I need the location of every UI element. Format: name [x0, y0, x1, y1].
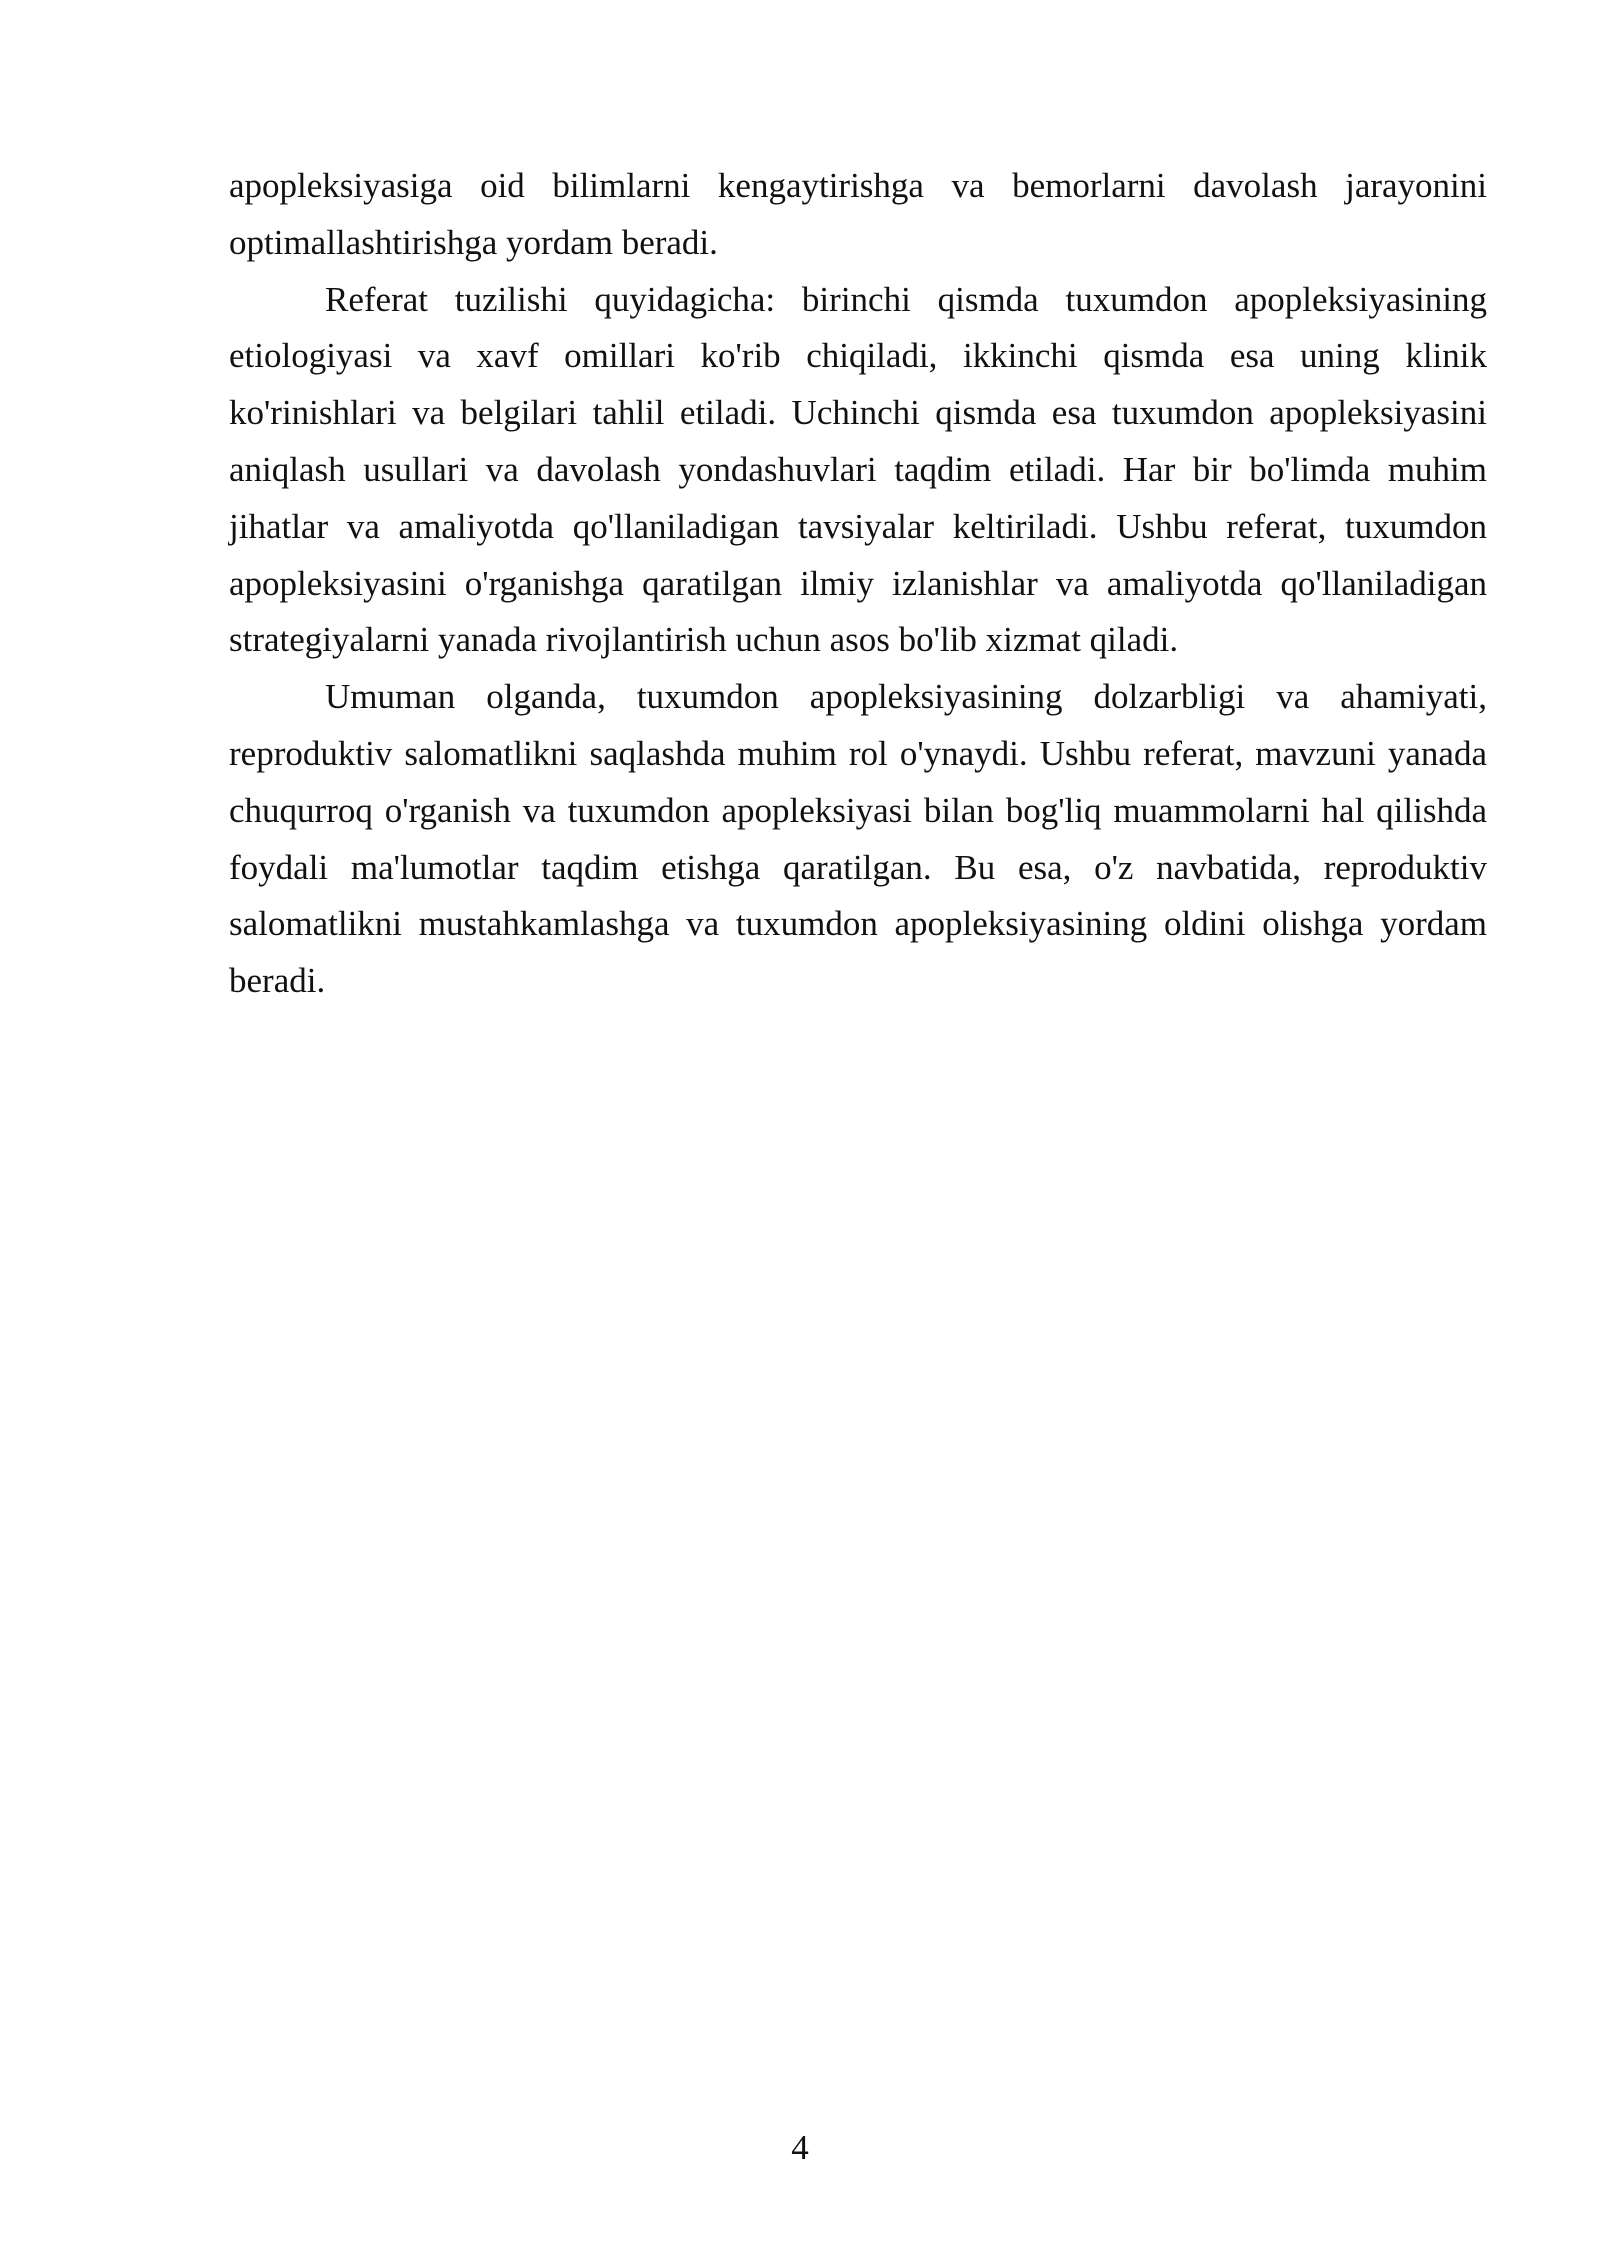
paragraph-continuation: apopleksiyasiga oid bilimlarni kengaytirishga va bemorlarni davolash jarayonini optimallashtirishga yordam beradi.: [229, 166, 1487, 262]
paragraph-conclusion: Umuman olganda, tuxumdon apopleksiyasining dolzarbligi va ahamiyati, reproduktiv salomatlikni saqlashda muhim rol o'ynaydi. Ushbu referat, mavzuni yanada chuqurroq o'rganish va tuxumdon apopleksiyasi bilan bog'liq muammolarni hal qilishda foydali ma'lumotlar taqdim etishga qaratilgan. Bu esa, o'z navbatida, reproduktiv salomatlikni mustahkamlashga va tuxumdon apopleksiyasining oldini olishga yordam beradi.: [229, 677, 1487, 1001]
page-number: 4: [791, 2128, 809, 2167]
body-text: [229, 158, 1487, 1010]
paragraph-structure: Referat tuzilishi quyidagicha: birinchi qismda tuxumdon apopleksiyasining etiologiyasi va xavf omillari ko'rib chiqiladi, ikkinchi qismda esa uning klinik ko'rinishlari va belgilari tahlil etiladi. Uchinchi qismda esa tuxumdon apopleksiyasini aniqlash usullari va davolash yondashuvlari taqdim etiladi. Har bir bo'limda muhim jihatlar va amaliyotda qo'llaniladigan tavsiyalar keltiriladi. Ushbu referat, tuxumdon apopleksiyasini o'rganishga qaratilgan ilmiy izlanishlar va amaliyotda qo'llaniladigan strategiyalarni yanada rivojlantirish uchun asos bo'lib xizmat qiladi.: [229, 279, 1487, 660]
